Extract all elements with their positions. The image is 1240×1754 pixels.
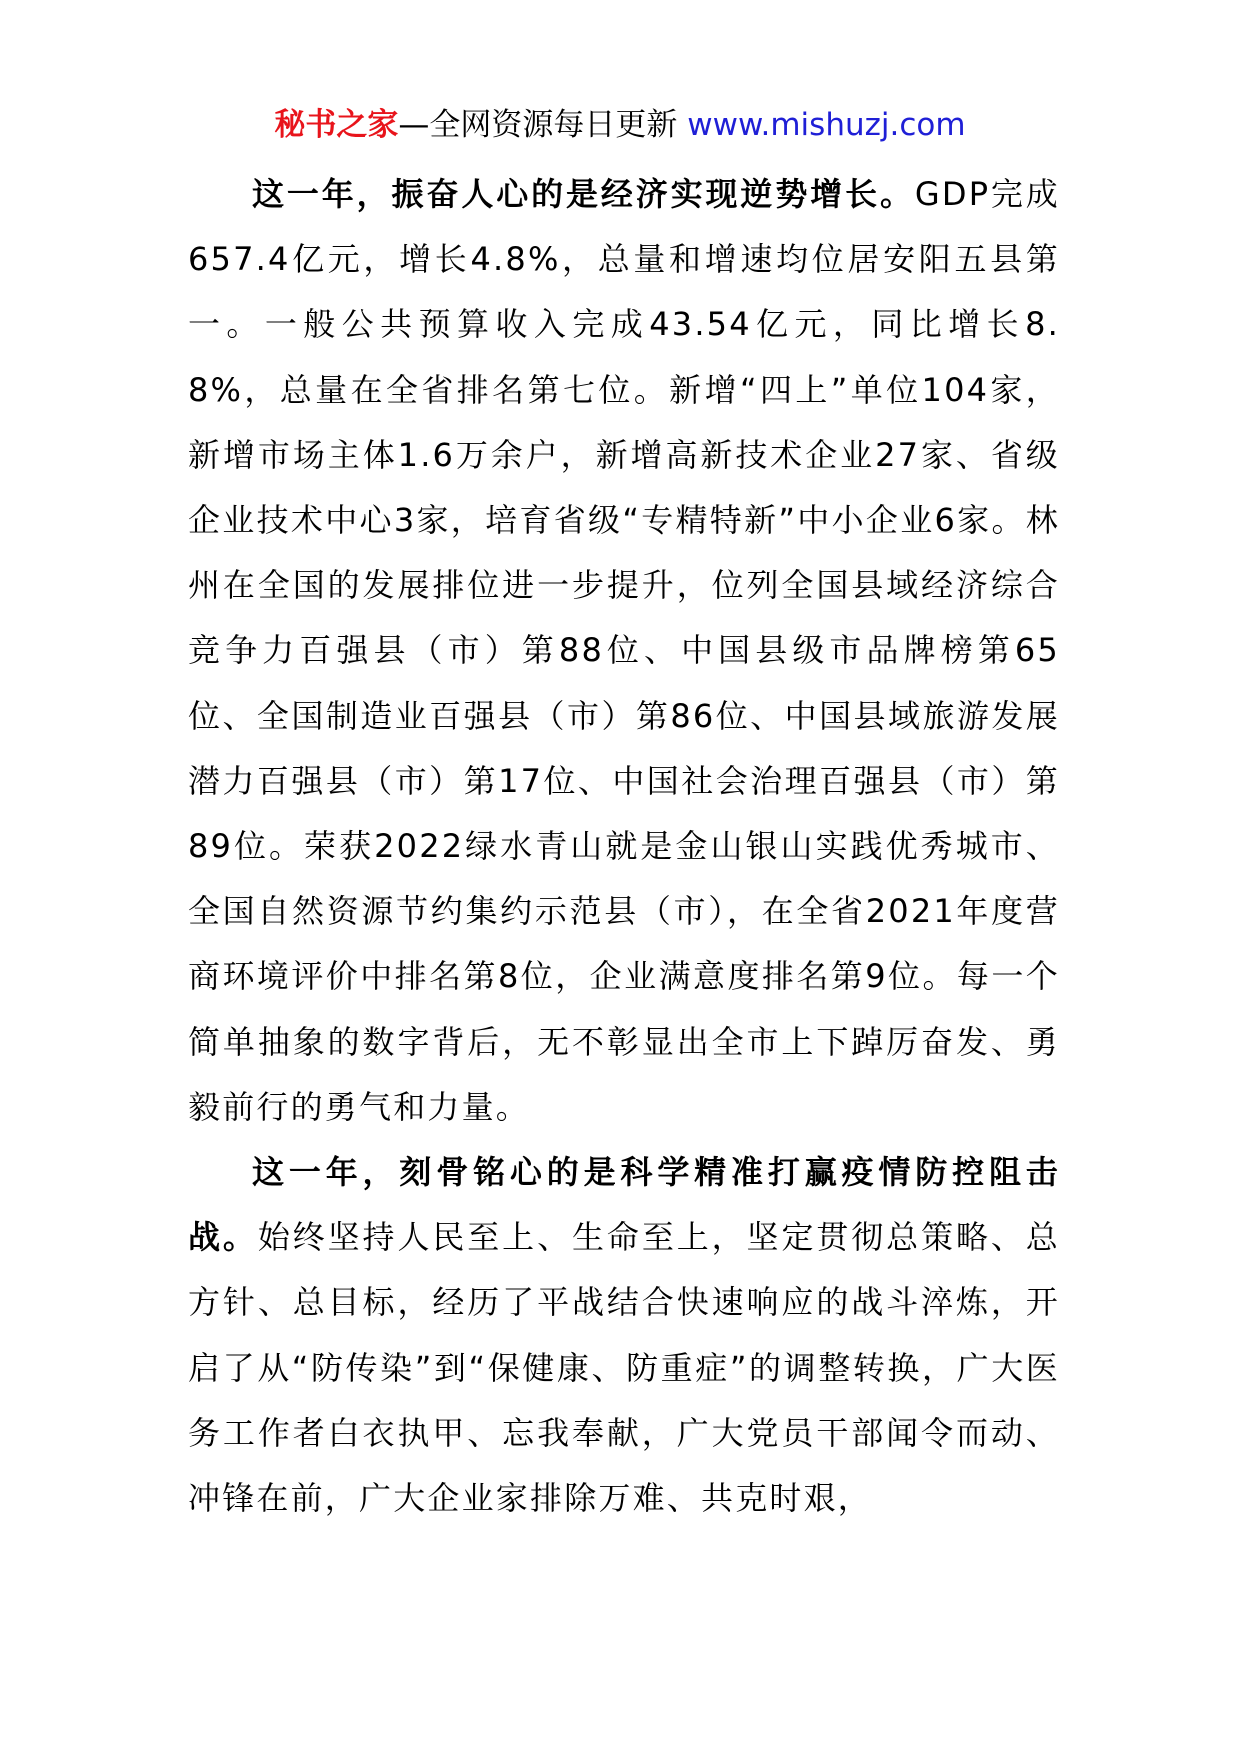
paragraph-lead: 这一年，振奋人心的是经济实现逆势增长。: [252, 175, 915, 213]
paragraph-text: 始终坚持人民至上、生命至上，坚定贯彻总策略、总方针、总目标，经历了平战结合快速响应的战斗淬炼，开启了从“防传染”到“保健康、防重症”的调整转换，广大医务工作者白衣执甲、忘我奉献，广大党员干部闻令而动、冲锋在前，广大企业家排除万难、共克时艰，: [188, 1218, 1060, 1518]
paragraph-epidemic: [188, 1140, 1060, 1531]
paragraph-text: GDP完成657.4亿元，增长4.8%，总量和增速均位居安阳五县第一。一般公共预算收入完成43.54亿元，同比增长8.8%，总量在全省排名第七位。新增“四上”单位104家，新增市场主体1.6万余户，新增高新技术企业27家、省级企业技术中心3家，培育省级“专精特新”中小企业6家。林州在全国的发展排位进一步提升，位列全国县域经济综合竞争力百强县（市）第88位、中国县级市品牌榜第65位、全国制造业百强县（市）第86位、中国县域旅游发展潜力百强县（市）第17位、中国社会治理百强县（市）第89位。荣获2022绿水青山就是金山银山实践优秀城市、全国自然资源节约集约示范县（市），在全省2021年度营商环境评价中排名第8位，企业满意度排名第9位。每一个简单抽象的数字背后，无不彰显出全市上下踔厉奋发、勇毅前行的勇气和力量。: [188, 175, 1060, 1126]
site-brand: 秘书之家: [274, 107, 399, 143]
site-slogan: —全网资源每日更新: [398, 107, 688, 143]
document-body: [188, 162, 1060, 1531]
site-url-link[interactable]: www.mishuzj.com: [687, 107, 966, 143]
paragraph-economy: [188, 162, 1060, 1140]
site-header: [0, 100, 1240, 150]
paragraph-lead: 这一年，刻骨铭心的是科学精准打赢疫情防控阻击战。: [188, 1153, 1060, 1257]
